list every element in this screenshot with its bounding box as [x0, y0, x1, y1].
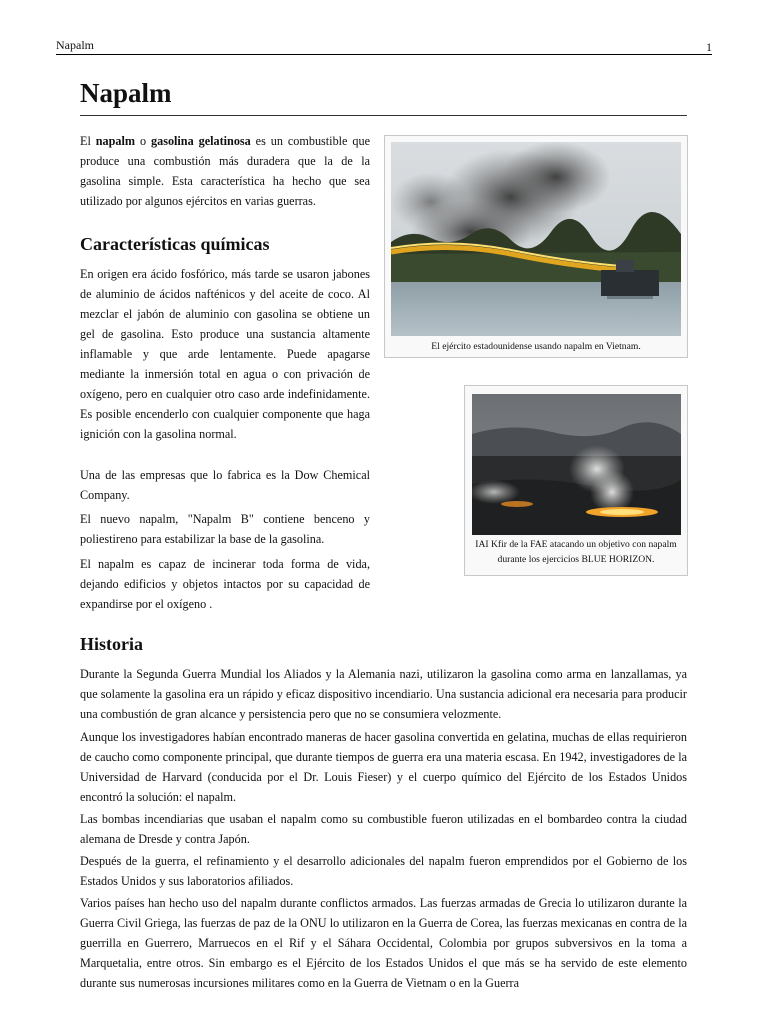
history-paragraph-1: Durante la Segunda Guerra Mundial los Aliados y la Alemania nazi, utilizaron la gasolina como arma en lanzallamas, ya que solamente la gasolina era un rápido y eficaz dispositivo incendiario. Una sustancia adicional era necesaria para producir una combustión de gran alcance y persistencia pero que no se consumiera velozmente. — [80, 667, 687, 721]
page-number: 1 — [706, 40, 712, 54]
running-header — [56, 38, 712, 55]
intro-bold-gasolina: gasolina gelatinosa — [151, 134, 251, 148]
chemistry-paragraph-1: En origen era ácido fosfórico, más tarde se usaron jabones de aluminio de ácidos nafténicos y del aceite de coco. Al mezclar el jabón de aluminio con gasolina se obtiene un gel de gasolina. Esto produce una sustancia altamente inflamable y que arde lentamente. Puede apagarse mediante la inmersión total en agua o con privación de oxígeno, pero en cualquier otro caso arde indefinidamente. Es posible encenderlo con cualquier componente que haga ignición con la gasolina normal. — [80, 267, 370, 441]
history-paragraph-3: Las bombas incendiarias que usaban el napalm como su combustible fueron utilizadas en el bombardeo contra la ciudad alemana de Dresde y contra Japón. — [80, 812, 687, 846]
vietnam-photo — [391, 142, 681, 336]
figure-vietnam — [384, 135, 688, 358]
chemistry-paragraph-2: Una de las empresas que lo fabrica es la Dow Chemical Company. — [80, 468, 370, 502]
history-paragraph-2: Aunque los investigadores habían encontrado maneras de hacer gasolina convertida en gelatina, muchas de ellas requirieron de caucho como componente principal, que durante tiempos de guerra era una materia escasa. En 1942, investigadores de la Universidad de Harvard (conducida por el Dr. Louis Fieser) y el cuerpo químico del Ejército de los Estados Unidos encontró la solución: el napalm. — [80, 730, 687, 804]
article-title: Napalm — [80, 78, 687, 116]
chemistry-paragraph-3: El nuevo napalm, "Napalm B" contiene benceno y poliestireno para estabilizar la base de la gasolina. — [80, 512, 370, 546]
history-paragraph-4: Después de la guerra, el refinamiento y el desarrollo adicionales del napalm fueron emprendidos por el Gobierno de los Estados Unidos y sus laboratorios afiliados. — [80, 854, 687, 888]
intro-paragraph — [80, 131, 370, 211]
kfir-photo — [472, 394, 681, 535]
figure-vietnam-caption: El ejército estadounidense usando napalm en Vietnam. — [431, 341, 641, 352]
section-heading-history: Historia — [80, 634, 143, 654]
running-header-title: Napalm — [56, 38, 94, 52]
section-heading-chemistry: Características químicas — [80, 234, 270, 254]
figure-kfir-caption: IAI Kfir de la FAE atacando un objetivo con napalm durante los ejercicios BLUE HORIZON. — [475, 539, 677, 565]
intro-text-1: El — [80, 134, 96, 148]
chemistry-paragraph-4: El napalm es capaz de incinerar toda forma de vida, dejando edificios y objetos intactos por su capacidad de expandirse por el oxígeno . — [80, 557, 370, 611]
figure-kfir — [464, 385, 688, 576]
intro-bold-napalm: napalm — [95, 134, 136, 148]
history-paragraph-5: Varios países han hecho uso del napalm durante conflictos armados. Las fuerzas armadas de Grecia lo utilizaron durante la Guerra Civil Griega, las fuerzas de paz de la ONU lo utilizaron en la Guerra de Corea, las fuerzas mexicanas en contra de la guerrilla en Guerrero, Marruecos en el Rif y el Sáhara Occidental, Colombia por grupos subversivos en la toma a Marquetalia, entre otros. Sin embargo es el Ejército de los Estados Unidos el que más se ha servido de este elemento durante sus numerosas incursiones militares como en la Guerra de Vietnam o en la Guerra — [80, 896, 687, 990]
intro-text-2: o — [135, 134, 152, 148]
intro-text-3: es un combustible que produce una combustión más duradera que la de la gasolina simple. Esta característica ha hecho que sea utilizado por algunos ejércitos en varias guerras. — [80, 134, 370, 208]
